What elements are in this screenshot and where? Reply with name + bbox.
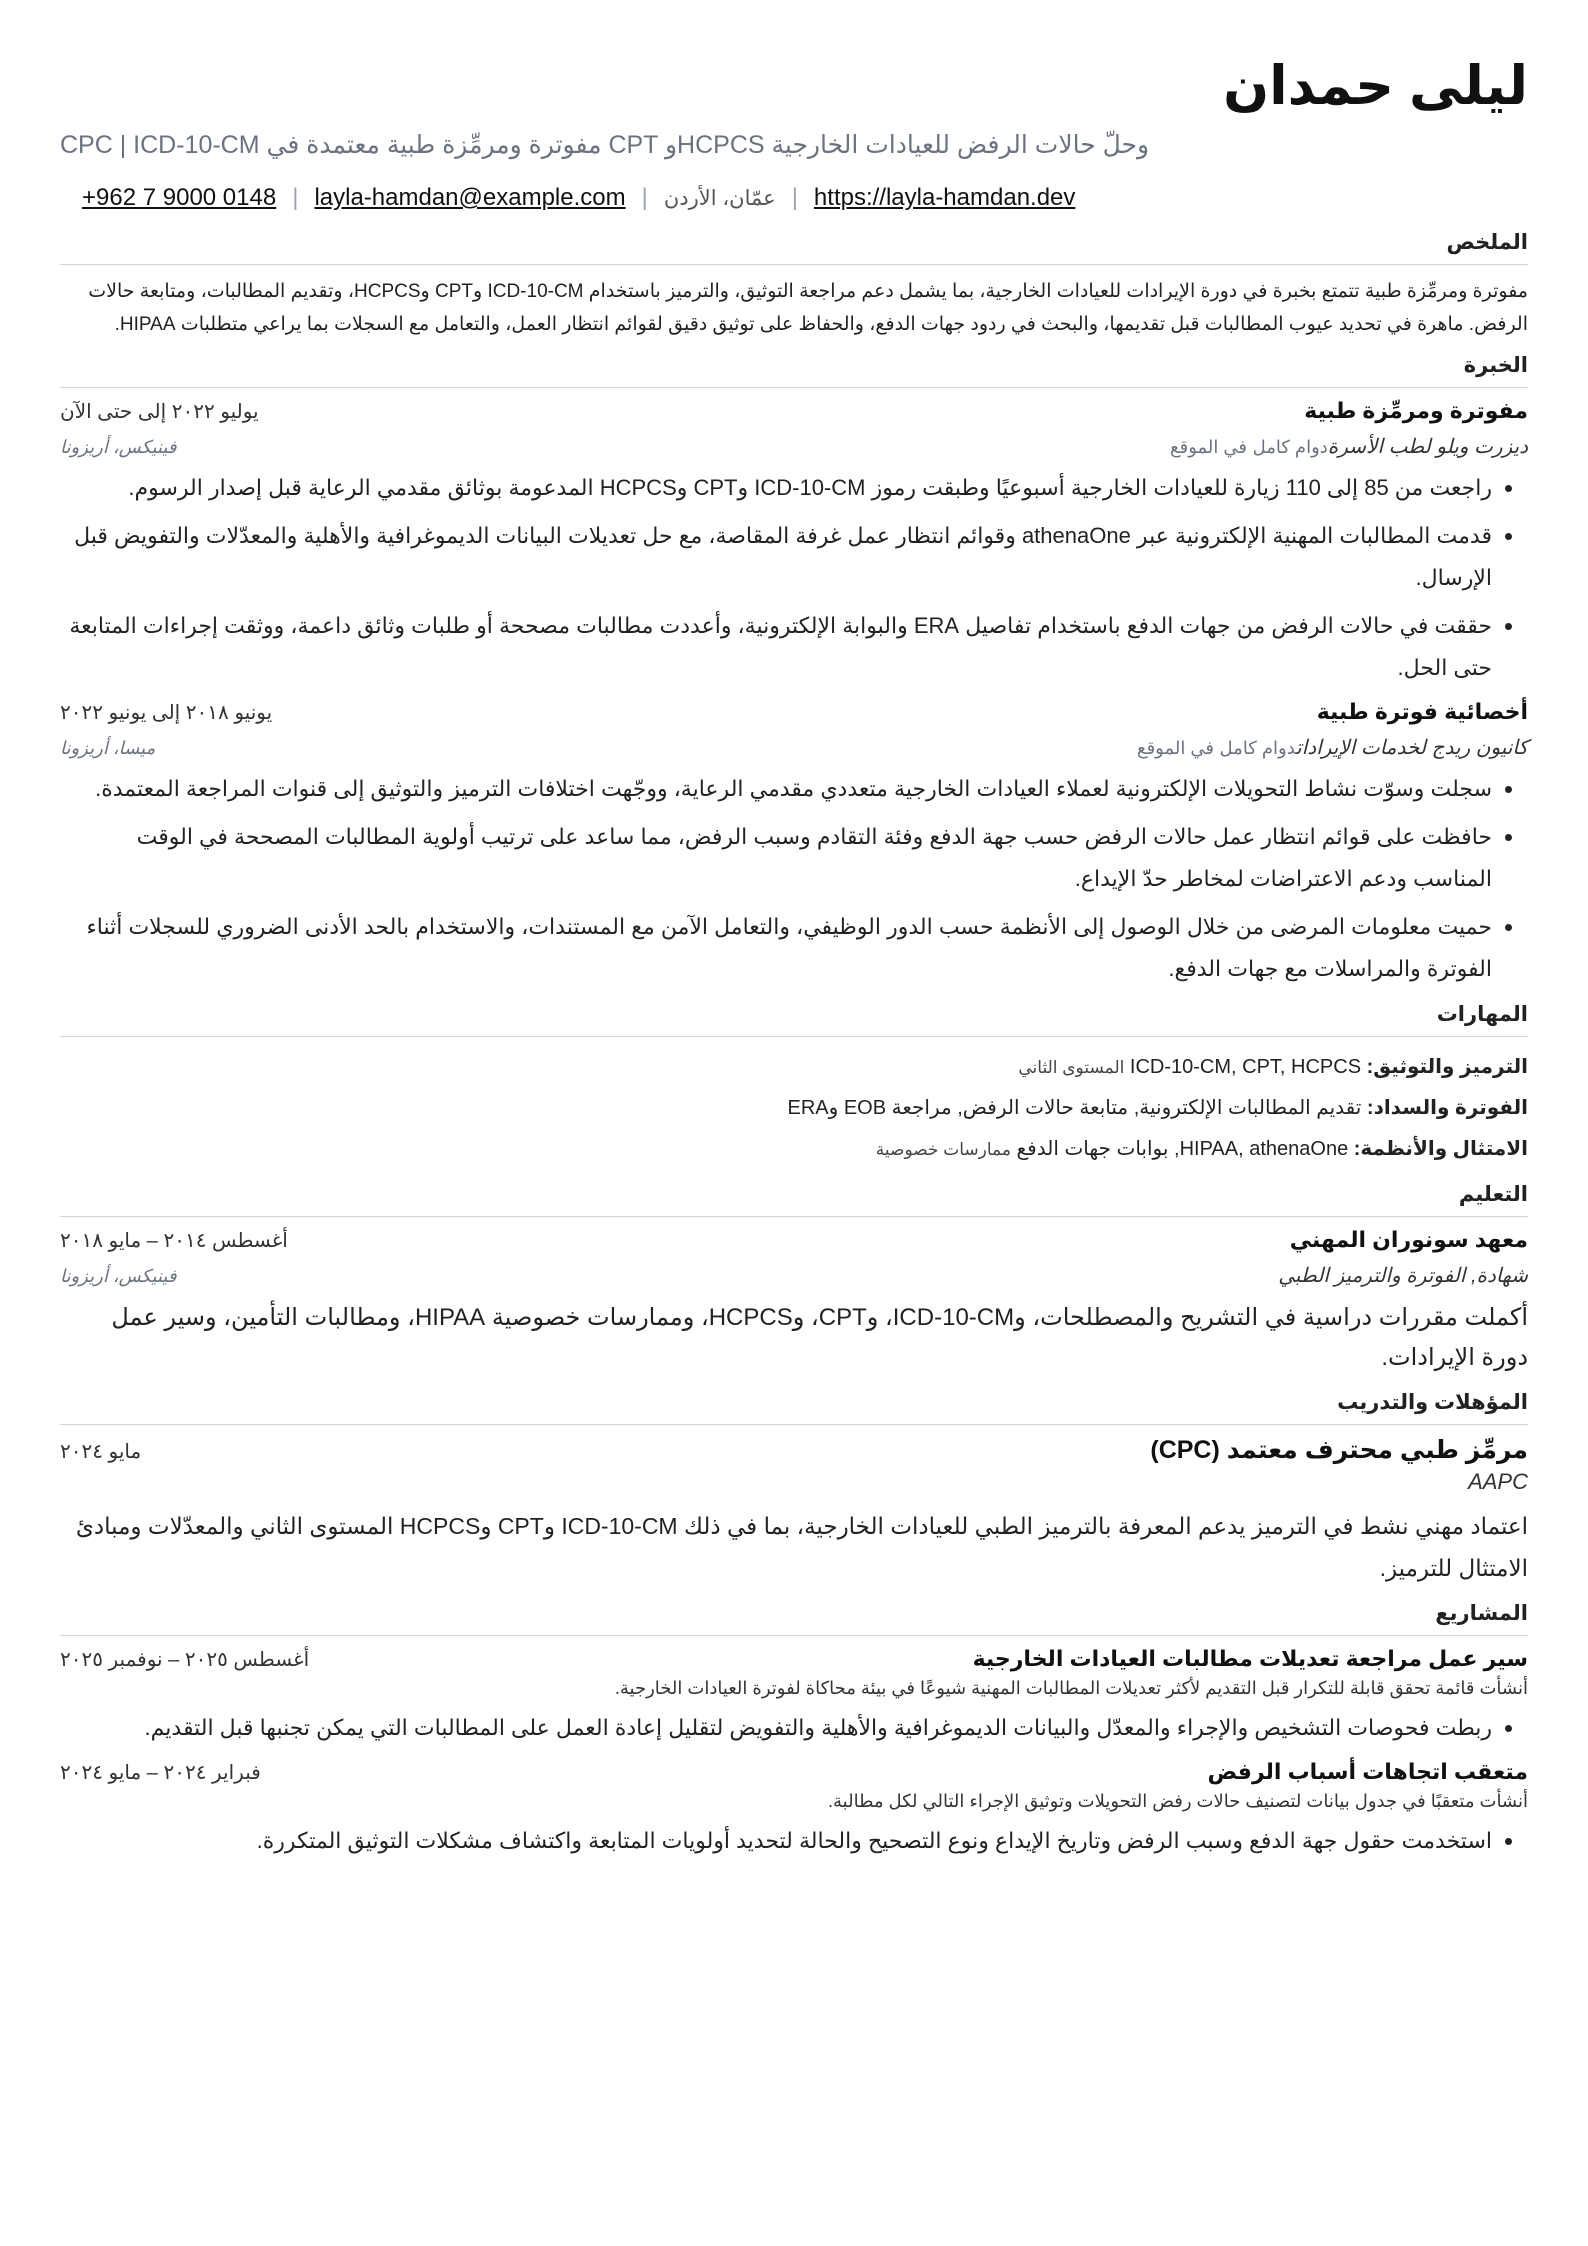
- website-link[interactable]: https://layla-hamdan.dev: [813, 184, 1076, 211]
- job-date: يوليو ٢٠٢٢ إلى حتى الآن: [60, 401, 259, 423]
- project-bullets: [60, 1820, 1528, 1862]
- job-entry: [60, 699, 1528, 990]
- location-text: عمّان، الأردن: [663, 186, 776, 210]
- project-entry: [60, 1646, 1528, 1749]
- education-location: فينيكس، أريزونا: [60, 1266, 177, 1286]
- summary-text: مفوترة ومرمِّزة طبية تتمتع بخبرة في دورة الإيرادات للعيادات الخارجية، بما يشمل دعم مراجعة التوثيق، والترميز باستخدام ICD-10-CM وCPT وHCPCS، وتقديم المطالبات، ومتابعة حالات الرفض. ماهرة في تحديد عيوب المطالبات قبل تقديمها، والبحث في ردود جهات الدفع، والحفاظ على توثيق دقيق لقوائم انتظار العمل، والتعامل مع السجلات بما يراعي متطلبات HIPAA.: [88, 281, 1528, 335]
- job-mode: في الموقع: [1137, 738, 1214, 758]
- certification-name: مرمِّز طبي محترف معتمد (CPC): [1150, 1436, 1528, 1464]
- experience-section: [60, 353, 1528, 990]
- skill-label: الامتثال والأنظمة:: [1353, 1138, 1528, 1160]
- job-mode: في الموقع: [1170, 437, 1248, 457]
- skills-section: [60, 1002, 1528, 1170]
- list-item: • قدمت المطالبات المهنية الإلكترونية عبر athenaOne وقوائم انتظار عمل غرفة المقاصة، مع حل تعديلات البيانات الديموغرافية والأهلية والمعدّلات والتفويض قبل الإرسال.: [60, 515, 1492, 599]
- certification-date: مايو ٢٠٢٤: [60, 1441, 142, 1463]
- contact-separator: |: [292, 184, 299, 211]
- candidate-name: ليلى حمدان: [1223, 56, 1528, 116]
- list-item: • حميت معلومات المرضى من خلال الوصول إلى الأنظمة حسب الدور الوظيفي، والتعامل الآمن مع المستندات، والاستخدام بالحد الأدنى الضروري للسجلات أثناء الفوترة والمراسلات مع جهات الدفع.: [60, 906, 1492, 990]
- project-bullets: [60, 1707, 1528, 1749]
- project-date: فبراير ٢٠٢٤ – مايو ٢٠٢٤: [60, 1762, 261, 1784]
- job-location: فينيكس، أريزونا: [60, 437, 177, 457]
- list-item: • ربطت فحوصات التشخيص والإجراء والمعدّل والبيانات الديموغرافية والأهلية والتفويض لتقليل إعادة العمل على المطالبات التي يمكن تجنبها قبل التقديم.: [60, 1707, 1492, 1749]
- certification-issuer: AAPC: [1468, 1469, 1528, 1494]
- job-org: كانيون ريدج لخدمات الإيرادات: [1296, 737, 1528, 759]
- certification-description: اعتماد مهني نشط في الترميز يدعم المعرفة بالترميز الطبي للعيادات الخارجية، بما في ذلك ICD-10-CM وCPT وHCPCS المستوى الثاني والمعدّلات ومبادئ الامتثال للترميز.: [75, 1513, 1528, 1581]
- list-item: • حافظت على قوائم انتظار عمل حالات الرفض حسب جهة الدفع وفئة التقادم وسبب الرفض، مما ساعد على ترتيب أولوية المطالبات المصححة في الوقت المناسب ودعم الاعتراضات لمخاطر حدّ الإيداع.: [60, 816, 1492, 900]
- contact-separator: |: [641, 184, 648, 211]
- skill-value: HIPAA, athenaOne, بوابات جهات الدفع: [1016, 1138, 1349, 1160]
- job-bullets: [60, 467, 1528, 689]
- education-section: [60, 1182, 1528, 1378]
- skill-label: الترميز والتوثيق:: [1366, 1056, 1528, 1078]
- job-role: أخصائية فوترة طبية: [1316, 699, 1528, 724]
- job-type: دوام كامل: [1252, 437, 1328, 457]
- skill-extra: المستوى الثاني: [1018, 1058, 1125, 1077]
- job-type: دوام كامل: [1219, 738, 1297, 758]
- job-entry: [60, 398, 1528, 689]
- education-date: أغسطس ٢٠١٤ – مايو ٢٠١٨: [60, 1230, 288, 1252]
- skill-line: [60, 1088, 1528, 1129]
- section-title-projects: المشاريع: [60, 1601, 1528, 1636]
- project-description: أنشأت قائمة تحقق قابلة للتكرار قبل التقديم لأكثر تعديلات المطالبات المهنية شيوعًا في بيئة محاكاة لفوترة العيادات الخارجية.: [614, 1678, 1528, 1698]
- skill-value: تقديم المطالبات الإلكترونية, متابعة حالات الرفض, مراجعة: [891, 1097, 1362, 1119]
- section-title-experience: الخبرة: [60, 353, 1528, 388]
- school-name: معهد سونوران المهني: [1289, 1227, 1528, 1252]
- education-description: أكملت مقررات دراسية في التشريح والمصطلحات، وICD-10-CM، وCPT، وHCPCS، وممارسات خصوصية HIPAA، ومطالبات التأمين، وسير عمل دورة الإيرادات.: [111, 1304, 1528, 1371]
- project-name: متعقب اتجاهات أسباب الرفض: [1207, 1759, 1528, 1784]
- summary-section: [60, 230, 1528, 341]
- list-item: • راجعت من 85 إلى 110 زيارة للعيادات الخارجية أسبوعيًا وطبقت رموز ICD-10-CM وCPT وHCPCS المدعومة بوثائق مقدمي الرعاية قبل إصدار الرسوم.: [60, 467, 1492, 509]
- section-title-education: التعليم: [60, 1182, 1528, 1217]
- job-bullets: [60, 768, 1528, 990]
- project-description: أنشأت متعقبًا في جدول بيانات لتصنيف حالات رفض التحويلات وتوثيق الإجراء التالي لكل مطالبة.: [828, 1791, 1528, 1811]
- headline: CPC | ICD-10-CM مفوترة ومرمِّزة طبية معتمدة في CPT وHCPCS وحلّ حالات الرفض للعيادات الخارجية: [60, 131, 1150, 159]
- section-title-summary: الملخص: [60, 230, 1528, 265]
- project-date: أغسطس ٢٠٢٥ – نوفمبر ٢٠٢٥: [60, 1649, 310, 1671]
- skill-line: [60, 1047, 1528, 1088]
- degree-name: شهادة, الفوترة والترميز الطبي: [1278, 1265, 1528, 1287]
- job-org: ديزرت ويلو لطب الأسرة: [1327, 436, 1528, 458]
- list-item: • حققت في حالات الرفض من جهات الدفع باستخدام تفاصيل ERA والبوابة الإلكترونية، وأعددت مطالبات مصححة أو طلبات وثائق داعمة، ووثقت إجراءات المتابعة حتى الحل.: [60, 605, 1492, 689]
- contact-row: [82, 184, 1528, 212]
- skill-line: [60, 1129, 1528, 1170]
- project-entry: [60, 1759, 1528, 1862]
- projects-section: [60, 1601, 1528, 1862]
- job-role: مفوترة ومرمِّزة طبية: [1304, 398, 1528, 423]
- phone-link[interactable]: +962 7 9000 0148: [82, 184, 277, 211]
- list-item: • سجلت وسوّت نشاط التحويلات الإلكترونية لعملاء العيادات الخارجية متعددي مقدمي الرعاية، ووجّهت اختلافات الترميز والتوثيق إلى قنوات المراجعة المعتمدة.: [60, 768, 1492, 810]
- list-item: • استخدمت حقول جهة الدفع وسبب الرفض وتاريخ الإيداع ونوع التصحيح والحالة لتحديد أولويات المتابعة واكتشاف مشكلات التوثيق المتكررة.: [60, 1820, 1492, 1862]
- certifications-section: [60, 1390, 1528, 1589]
- skill-label: الفوترة والسداد:: [1366, 1097, 1528, 1119]
- skill-extra: ممارسات خصوصية: [875, 1140, 1011, 1159]
- skill-extra: EOB وERA: [787, 1097, 887, 1119]
- email-link[interactable]: layla-hamdan@example.com: [314, 184, 626, 211]
- skill-value: ICD-10-CM, CPT, HCPCS: [1129, 1056, 1362, 1078]
- section-title-certifications: المؤهلات والتدريب: [60, 1390, 1528, 1425]
- project-name: سير عمل مراجعة تعديلات مطالبات العيادات الخارجية: [972, 1646, 1528, 1671]
- contact-separator: |: [791, 184, 798, 211]
- job-location: ميسا، أريزونا: [60, 738, 156, 758]
- section-title-skills: المهارات: [60, 1002, 1528, 1037]
- job-date: يونيو ٢٠١٨ إلى يونيو ٢٠٢٢: [60, 702, 273, 724]
